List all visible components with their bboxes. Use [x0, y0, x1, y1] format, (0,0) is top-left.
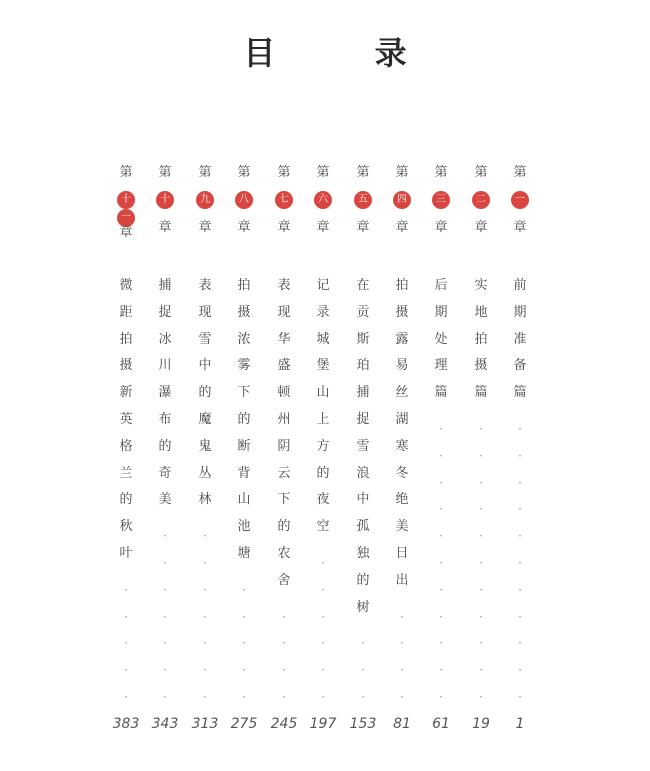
- leader-dot: ·: [439, 422, 443, 436]
- leader-dot: ·: [163, 556, 167, 570]
- leader-dot: ·: [163, 690, 167, 704]
- chapter-title-char: 的: [119, 492, 133, 508]
- chapter-prefix: 第: [474, 165, 488, 180]
- leader-dot: ·: [203, 663, 207, 678]
- chapter-title-char: 丛: [198, 465, 212, 481]
- chapter-prefix: 第: [158, 165, 172, 180]
- chapter-suffix: 章: [474, 220, 488, 235]
- chapter-title-char: 摄: [474, 358, 488, 374]
- chapter-title-char: 华: [277, 331, 291, 347]
- chapter-title-char: 堡: [316, 358, 330, 374]
- chapter-title-char: 距: [119, 304, 133, 320]
- chapter-title-char: 山: [316, 385, 330, 401]
- chapter-entry[interactable]: [303, 0, 343, 771]
- chapter-title-char: 前: [513, 278, 527, 293]
- chapter-entry[interactable]: [264, 0, 304, 771]
- page-number: 383: [112, 716, 140, 732]
- leader-dot: ·: [321, 636, 325, 651]
- leader-dot: ·: [400, 636, 404, 651]
- chapter-suffix: 章: [277, 220, 291, 235]
- chapter-title-char: 下: [237, 385, 251, 401]
- chapter-number-badge: 二: [472, 191, 490, 209]
- page-number: 81: [393, 716, 411, 732]
- leader-dot: ·: [439, 448, 443, 463]
- leader-dot: ·: [124, 582, 128, 597]
- leader-dot: ·: [479, 609, 483, 624]
- chapter-title-char: 的: [316, 465, 330, 481]
- chapter-title-char: 林: [198, 492, 212, 508]
- chapter-title-char: 独: [356, 546, 370, 561]
- chapter-number-badge: 三: [432, 191, 450, 209]
- leader-dot: ·: [439, 475, 443, 490]
- chapter-title-char: 孤: [356, 519, 370, 535]
- leader-dot: ·: [242, 690, 246, 704]
- leader-dot: ·: [282, 636, 286, 651]
- chapter-title-char: 奇: [158, 465, 172, 481]
- chapter-title-char: 绝: [395, 492, 409, 508]
- chapter-number-badge: 七: [275, 191, 293, 209]
- chapter-entry[interactable]: [224, 0, 264, 771]
- leader-dot: ·: [518, 582, 522, 597]
- chapter-title-char: 浓: [237, 331, 251, 347]
- chapter-title-char: 摄: [237, 304, 251, 320]
- chapter-title-char: 农: [277, 546, 291, 561]
- leader-dot: ·: [163, 636, 167, 651]
- chapter-title-char: 表: [277, 278, 291, 293]
- leader-dot: ·: [321, 582, 325, 597]
- chapter-title-char: 在: [356, 278, 370, 293]
- chapter-number-badge: 五: [354, 191, 372, 209]
- leader-dot: ·: [479, 422, 483, 436]
- chapter-title-char: 期: [513, 304, 527, 320]
- chapter-title-char: 的: [158, 438, 172, 454]
- leader-dot: ·: [124, 609, 128, 624]
- leader-dot: ·: [282, 663, 286, 678]
- chapter-title-char: 理: [434, 358, 448, 374]
- page-number: 313: [191, 716, 219, 732]
- chapter-suffix: 章: [316, 220, 330, 235]
- chapter-title-char: 地: [474, 304, 488, 320]
- leader-dot: ·: [203, 529, 207, 544]
- chapter-title-char: 贡: [356, 304, 370, 320]
- chapter-entry[interactable]: [500, 0, 540, 771]
- chapter-title-char: 冬: [395, 465, 409, 481]
- leader-dot: ·: [361, 690, 365, 704]
- chapter-title-char: 记: [316, 278, 330, 293]
- page-number: 61: [432, 716, 450, 732]
- chapter-entry[interactable]: [461, 0, 501, 771]
- leader-dot: ·: [163, 609, 167, 624]
- chapter-suffix: 章: [356, 220, 370, 235]
- page-number: 245: [270, 716, 298, 732]
- chapter-title-char: 池: [237, 519, 251, 535]
- page-number: 1: [515, 716, 525, 732]
- chapter-title-char: 的: [277, 519, 291, 535]
- leader-dot: ·: [203, 690, 207, 704]
- chapter-entry[interactable]: [343, 0, 383, 771]
- chapter-number-badge: 四: [393, 191, 411, 209]
- chapter-title-char: 期: [434, 304, 448, 320]
- chapter-entry[interactable]: [185, 0, 225, 771]
- leader-dot: ·: [479, 529, 483, 544]
- chapter-title-char: 处: [434, 331, 448, 347]
- chapter-title-char: 树: [356, 599, 370, 615]
- chapter-title-char: 丝: [395, 385, 409, 401]
- chapter-prefix: 第: [434, 165, 448, 180]
- chapter-title-char: 布: [158, 412, 172, 427]
- chapter-title-char: 现: [277, 304, 291, 320]
- leader-dot: ·: [439, 529, 443, 544]
- chapter-title-char: 珀: [356, 358, 370, 374]
- chapter-title-char: 的: [356, 572, 370, 588]
- chapter-title-char: 的: [237, 412, 251, 427]
- leader-dot: ·: [518, 636, 522, 651]
- page-number: 275: [230, 716, 258, 732]
- chapter-title-char: 上: [316, 412, 330, 427]
- chapter-title-char: 备: [513, 358, 527, 374]
- chapter-title-char: 录: [316, 304, 330, 320]
- chapter-title-char: 冰: [158, 331, 172, 347]
- chapter-title-char: 雪: [356, 438, 370, 454]
- leader-dot: ·: [124, 663, 128, 678]
- chapter-title-char: 捉: [356, 412, 370, 427]
- chapter-suffix: 章: [237, 220, 251, 235]
- chapter-suffix: 章: [434, 220, 448, 235]
- chapter-number-badge: 六: [314, 191, 332, 209]
- chapter-prefix: 第: [356, 165, 370, 180]
- chapter-title-char: 后: [434, 278, 448, 293]
- chapter-title-char: 摄: [395, 304, 409, 320]
- chapter-title-char: 捉: [158, 304, 172, 320]
- leader-dot: ·: [439, 609, 443, 624]
- chapter-title-char: 中: [356, 492, 370, 508]
- leader-dot: ·: [203, 582, 207, 597]
- chapter-title-char: 篇: [434, 385, 448, 401]
- chapter-suffix: 章: [198, 220, 212, 235]
- chapter-title-char: 城: [316, 331, 330, 347]
- chapter-title-char: 易: [395, 358, 409, 374]
- chapter-title-char: 雾: [237, 358, 251, 374]
- chapter-title-char: 拍: [119, 331, 133, 347]
- chapter-title-char: 州: [277, 412, 291, 427]
- leader-dot: ·: [242, 636, 246, 651]
- leader-dot: ·: [321, 690, 325, 704]
- leader-dot: ·: [439, 690, 443, 704]
- chapter-title-char: 格: [119, 438, 133, 454]
- chapter-title-char: 雪: [198, 331, 212, 347]
- leader-dot: ·: [203, 556, 207, 570]
- leader-dot: ·: [439, 663, 443, 678]
- chapter-prefix: 第: [198, 165, 212, 180]
- chapter-prefix: 第: [277, 165, 291, 180]
- leader-dot: ·: [479, 448, 483, 463]
- chapter-title-char: 的: [198, 385, 212, 401]
- leader-dot: ·: [361, 636, 365, 651]
- chapter-title-char: 篇: [474, 385, 488, 401]
- chapter-title-char: 中: [198, 358, 212, 374]
- chapter-title-char: 现: [198, 304, 212, 320]
- chapter-title-char: 拍: [474, 331, 488, 347]
- chapter-title-char: 新: [119, 385, 133, 401]
- chapter-title-char: 舍: [277, 572, 291, 588]
- chapter-title-char: 背: [237, 465, 251, 481]
- page-number: 153: [349, 716, 377, 732]
- chapter-title-char: 捕: [356, 385, 370, 401]
- chapter-entry[interactable]: [106, 0, 146, 771]
- leader-dot: ·: [124, 690, 128, 704]
- leader-dot: ·: [439, 582, 443, 597]
- leader-dot: ·: [479, 502, 483, 517]
- chapter-title-char: 准: [513, 331, 527, 347]
- leader-dot: ·: [479, 475, 483, 490]
- chapter-prefix: 第: [316, 165, 330, 180]
- chapter-number-badge: 八: [235, 191, 253, 209]
- chapter-title-char: 断: [237, 438, 251, 454]
- chapter-title-char: 英: [119, 412, 133, 427]
- chapter-suffix: 章: [119, 225, 133, 240]
- chapter-number-badge: 九: [196, 191, 214, 209]
- leader-dot: ·: [518, 556, 522, 570]
- chapter-number-badge: 一: [511, 191, 529, 209]
- leader-dot: ·: [518, 609, 522, 624]
- chapter-prefix: 第: [395, 165, 409, 180]
- leader-dot: ·: [439, 636, 443, 651]
- leader-dot: ·: [439, 502, 443, 517]
- chapter-title-char: 露: [395, 331, 409, 347]
- leader-dot: ·: [479, 636, 483, 651]
- chapter-number-badge: 一: [117, 209, 135, 227]
- chapter-title-char: 顿: [277, 385, 291, 401]
- chapter-title-char: 塘: [237, 546, 251, 561]
- chapter-title-char: 篇: [513, 385, 527, 401]
- leader-dot: ·: [361, 663, 365, 678]
- page-number: 19: [472, 716, 490, 732]
- chapter-entry[interactable]: [382, 0, 422, 771]
- leader-dot: ·: [439, 556, 443, 570]
- leader-dot: ·: [242, 663, 246, 678]
- chapter-title-char: 魔: [198, 412, 212, 427]
- chapter-title-char: 盛: [277, 358, 291, 374]
- page-title: 目 录: [243, 34, 451, 72]
- chapter-prefix: 第: [119, 165, 133, 180]
- chapter-title-char: 下: [277, 492, 291, 508]
- leader-dot: ·: [518, 529, 522, 544]
- chapter-number-badge: 十: [156, 191, 174, 209]
- chapter-title-char: 浪: [356, 465, 370, 481]
- chapter-suffix: 章: [158, 220, 172, 235]
- leader-dot: ·: [518, 502, 522, 517]
- chapter-entry[interactable]: [421, 0, 461, 771]
- chapter-title-char: 斯: [356, 331, 370, 347]
- leader-dot: ·: [163, 529, 167, 544]
- chapter-title-char: 日: [395, 546, 409, 561]
- chapter-title-char: 夜: [316, 492, 330, 508]
- chapter-title-char: 湖: [395, 412, 409, 427]
- chapter-title-char: 微: [119, 278, 133, 293]
- chapter-title-char: 空: [316, 519, 330, 535]
- leader-dot: ·: [163, 582, 167, 597]
- leader-dot: ·: [479, 556, 483, 570]
- leader-dot: ·: [518, 448, 522, 463]
- chapter-title-char: 摄: [119, 358, 133, 374]
- chapter-title-char: 寒: [395, 438, 409, 454]
- leader-dot: ·: [242, 609, 246, 624]
- chapter-prefix: 第: [513, 165, 527, 180]
- chapter-title-char: 秋: [119, 519, 133, 535]
- page-number: 197: [309, 716, 337, 732]
- chapter-title-char: 川: [158, 358, 172, 374]
- chapter-title-char: 瀑: [158, 385, 172, 401]
- chapter-entry[interactable]: [145, 0, 185, 771]
- chapter-title-char: 捕: [158, 278, 172, 293]
- chapter-title-char: 山: [237, 492, 251, 508]
- leader-dot: ·: [518, 422, 522, 436]
- chapter-title-char: 云: [277, 465, 291, 481]
- leader-dot: ·: [400, 690, 404, 704]
- leader-dot: ·: [479, 663, 483, 678]
- leader-dot: ·: [321, 609, 325, 624]
- leader-dot: ·: [479, 582, 483, 597]
- chapter-title-char: 表: [198, 278, 212, 293]
- chapter-title-char: 兰: [119, 465, 133, 481]
- chapter-title-char: 美: [395, 519, 409, 535]
- chapter-number-badge: 十: [117, 191, 135, 209]
- chapter-title-char: 叶: [119, 546, 133, 561]
- leader-dot: ·: [282, 690, 286, 704]
- leader-dot: ·: [518, 475, 522, 490]
- leader-dot: ·: [203, 636, 207, 651]
- leader-dot: ·: [282, 609, 286, 624]
- chapter-title-char: 拍: [395, 278, 409, 293]
- chapter-title-char: 实: [474, 278, 488, 293]
- chapter-title-char: 鬼: [198, 438, 212, 454]
- leader-dot: ·: [400, 609, 404, 624]
- chapter-title-char: 阴: [277, 438, 291, 454]
- chapter-title-char: 美: [158, 492, 172, 508]
- leader-dot: ·: [321, 663, 325, 678]
- leader-dot: ·: [400, 663, 404, 678]
- leader-dot: ·: [163, 663, 167, 678]
- leader-dot: ·: [203, 609, 207, 624]
- leader-dot: ·: [321, 556, 325, 570]
- chapter-prefix: 第: [237, 165, 251, 180]
- leader-dot: ·: [518, 663, 522, 678]
- page-number: 343: [151, 716, 179, 732]
- leader-dot: ·: [518, 690, 522, 704]
- chapter-title-char: 拍: [237, 278, 251, 293]
- leader-dot: ·: [124, 636, 128, 651]
- leader-dot: ·: [479, 690, 483, 704]
- chapter-suffix: 章: [395, 220, 409, 235]
- chapter-suffix: 章: [513, 220, 527, 235]
- leader-dot: ·: [242, 582, 246, 597]
- chapter-title-char: 出: [395, 572, 409, 588]
- chapter-title-char: 方: [316, 438, 330, 454]
